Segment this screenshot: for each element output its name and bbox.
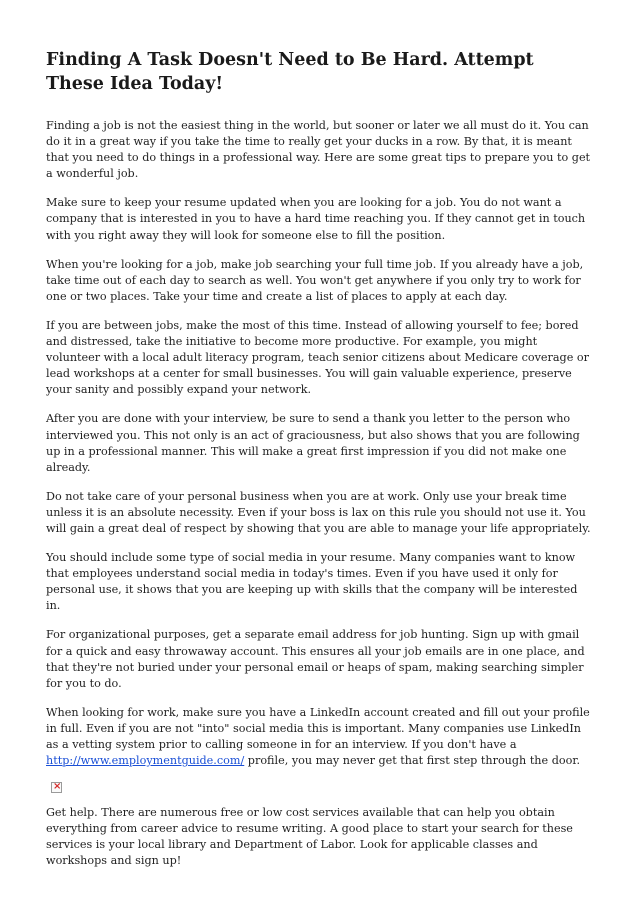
paragraph-thank-you: After you are done with your interview, be sure to send a thank you letter to the person who interviewed you. This not only is an act of graciousness, but also shows that you are following up in a professional manner. This will make a great first impression if you did not make one already. (46, 412, 580, 474)
linkedin-text-before: When looking for work, make sure you have a LinkedIn account created and fill out your profile in full. Even if you are not "into" social media this is important. Many companies use LinkedIn as a vetting system prior to calling someone in for an interview. If you don't have a (46, 705, 590, 751)
paragraph-social-media: You should include some type of social media in your resume. Many companies want to know that employees understand social media in today's times. Even if you have used it only for personal use, it shows that you are keeping up with skills that the company will be interested in. (46, 551, 578, 613)
page-title: Finding A Task Doesn't Need to Be Hard. Attempt These Idea Today! (46, 50, 534, 94)
broken-image-x-icon: × (53, 781, 62, 793)
broken-image-icon (51, 782, 62, 793)
document-page (46, 48, 594, 883)
paragraph-between-jobs: If you are between jobs, make the most of this time. Instead of allowing yourself to fee; bored and distressed, take the initiative to become more productive. For example, you might volunteer with a local adult literacy program, teach senior citizens about Medicare coverage or lead workshops at a center for small businesses. You will gain valuable experience, preserve your sanity and possibly expand your network. (46, 318, 589, 397)
paragraph-email: For organizational purposes, get a separate email address for job hunting. Sign up with gmail for a quick and easy throwaway account. This ensures all your job emails are in one place, and that they're not buried under your personal email or heaps of spam, making searching simpler for you to do. (46, 628, 585, 690)
paragraph-get-help: Get help. There are numerous free or low cost services available that can help you obtain everything from career advice to resume writing. A good place to start your search for these services is your local library and Department of Labor. Look for applicable classes and workshops and sign up! (46, 806, 573, 868)
employment-guide-link[interactable]: http://www.employmentguide.com/ (46, 754, 245, 768)
paragraph-personal-business: Do not take care of your personal business when you are at work. Only use your break time unless it is an absolute necessity. Even if your boss is lax on this rule you should not use it. You will gain a great deal of respect by showing that you are able to manage your life appropriately. (46, 489, 591, 535)
paragraph-full-time-search: When you're looking for a job, make job searching your full time job. If you already have a job, take time out of each day to search as well. You won't get anywhere if you only try to work for one or two places. Take your time and create a list of places to apply at each day. (46, 257, 584, 303)
linkedin-text-after: profile, you may never get that first step through the door. (244, 754, 580, 768)
paragraph-intro: Finding a job is not the easiest thing in the world, but sooner or later we all must do it. You can do it in a great way if you take the time to really get your ducks in a row. By that, it is meant that you need to do things in a professional way. Here are some great tips to prepare you to get a wonderful job. (46, 119, 591, 181)
paragraph-linkedin (46, 705, 594, 769)
paragraph-resume: Make sure to keep your resume updated when you are looking for a job. You do not want a company that is interested in you to have a hard time reaching you. If they cannot get in touch with you right away they will look for someone else to fill the position. (46, 196, 586, 242)
